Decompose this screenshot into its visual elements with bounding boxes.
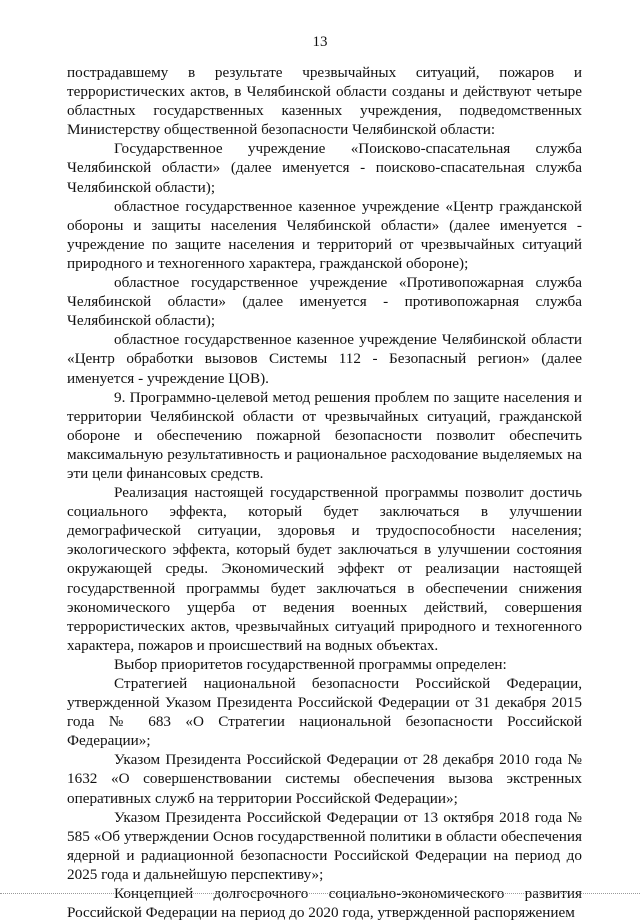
paragraph-fire-service: областное государственное учреждение «Противопожарная служба Челябинской области» (далее именуется - противопожарная служба Челябинской области); <box>67 274 582 330</box>
paragraph-security-strategy: Стратегией национальной безопасности Российской Федерации, утвержденной Указом Президента Российской Федерации от 31 декабря 2015 года № 683 «О Стратегии национальной безопасности Российской Федерации»; <box>67 675 582 750</box>
page-number: 13 <box>312 34 328 50</box>
paragraph-decree-585: Указом Президента Российской Федерации от 13 октября 2018 года № 585 «Об утверждении Основ государственной политики в области обеспечения ядерной и радиационной безопасности Российской Федерации на период до 2025 года и дальнейшую перспективу»; <box>67 808 582 883</box>
paragraph-item-9: 9. Программно-целевой метод решения проблем по защите населения и территории Челябинской области от чрезвычайных ситуаций, гражданской обороне и обеспечению пожарной безопасности позволит обеспечить максимальную результативность и рациональное расходование выделяемых на эти цели финансовых средств. <box>67 388 582 482</box>
paragraph-rescue-service: Государственное учреждение «Поисково-спасательная служба Челябинской области» (далее именуется - поисково-спасательная служба Челябинской области); <box>67 140 582 196</box>
paragraph-priorities-intro: Выбор приоритетов государственной программы определен: <box>114 655 507 673</box>
paragraph-program-effects: Реализация настоящей государственной программы позволит достичь социального эффекта, который будет заключаться в улучшении демографической ситуации, здоровья и трудоспособности населения; экологического эффекта, который будет заключаться в улучшении состояния окружающей среды. Экономический эффект от реализации настоящей государственной программы будет заключаться в обеспечении снижения экономического ущерба от ведения военных действий, совершения террористических актов, чрезвычайных ситуаций природного и техногенного характера, пожаров и происшествий на водных объектах. <box>67 484 582 654</box>
page-bottom-divider <box>0 893 640 894</box>
paragraph-decree-1632: Указом Президента Российской Федерации от 28 декабря 2010 года № 1632 «О совершенствовании системы обеспечения вызова экстренных оперативных служб на территории Российской Федерации»; <box>67 751 582 807</box>
document-body <box>67 63 582 922</box>
paragraph-continuation: пострадавшему в результате чрезвычайных ситуаций, пожаров и террористических актов, в Челябинской области созданы и действуют четыре областных государственных казенных учреждения, подведомственных Министерству общественной безопасности Челябинской области: <box>67 64 582 139</box>
paragraph-call-center: областное государственное казенное учреждение Челябинской области «Центр обработки вызовов Системы 112 - Безопасный регион» (далее именуется - учреждение ЦОВ). <box>67 331 582 387</box>
paragraph-civil-defense-center: областное государственное казенное учреждение «Центр гражданской обороны и защиты населения Челябинской области» (далее именуется - учреждение по защите населения и территорий от чрезвычайных ситуаций природного и техногенного характера, гражданской обороне); <box>67 197 582 272</box>
paragraph-development-concept: Концепцией долгосрочного социально-экономического развития Российской Федерации на период до 2020 года, утвержденной распоряжением <box>67 885 582 922</box>
